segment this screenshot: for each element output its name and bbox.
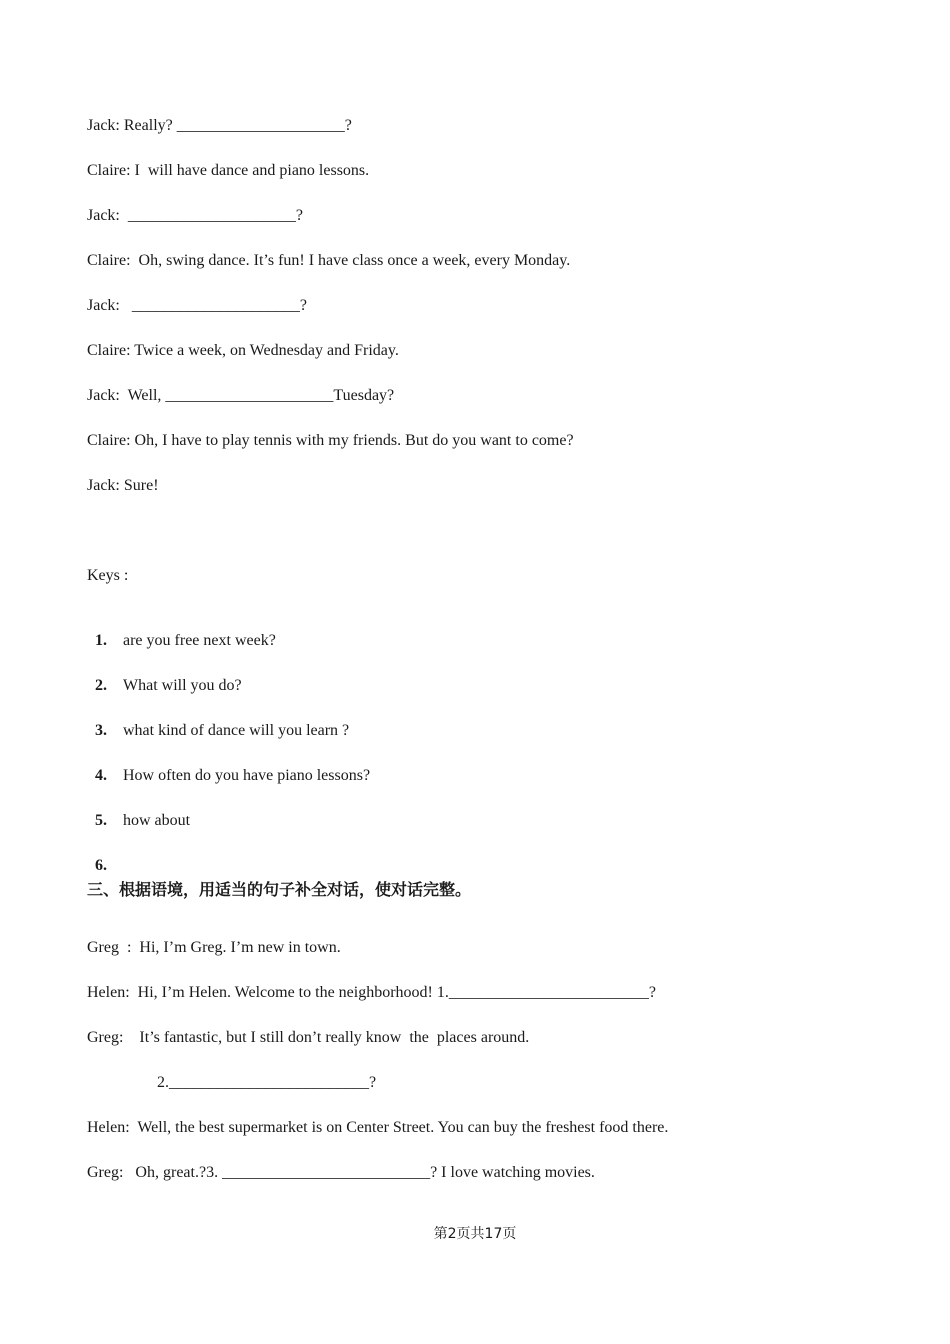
dialogue2-line-4: 2._________________________? [157,1074,377,1091]
dialogue-line-3: Jack: _____________________? [87,207,303,224]
dialogue-line-4: Claire: Oh, swing dance. It’s fun! I have class once a week, every Monday. [87,252,571,269]
key-item [87,656,242,696]
dialogue2-line-3: Greg: It’s fantastic, but I still don’t really know the places around. [87,1029,530,1046]
section-heading: 三、根据语境，用适当的句子补全对话，使对话完整。 [87,880,472,899]
dialogue2-line-1: Greg : Hi, I’m Greg. I’m new in town. [87,939,341,956]
dialogue-line-7: Jack: Well, _____________________Tuesday? [87,387,395,404]
key-text: What will you do? [123,677,242,694]
key-number: 3. [95,722,107,739]
key-item [87,611,276,651]
key-number: 4. [95,767,107,784]
key-number: 6. [95,857,107,874]
key-number: 1. [95,632,107,649]
key-item [87,791,190,831]
key-text: what kind of dance will you learn ? [123,722,350,739]
dialogue2-line-6: Greg: Oh, great.?3. __________________________? I love watching movies. [87,1164,595,1181]
key-number: 2. [95,677,107,694]
key-item [87,836,123,876]
dialogue2-line-5: Helen: Well, the best supermarket is on Center Street. You can buy the freshest food there. [87,1119,669,1136]
dialogue-line-6: Claire: Twice a week, on Wednesday and Friday. [87,342,399,359]
dialogue-line-1: Jack: Really? _____________________? [87,117,352,134]
page-footer: 第2页共17页 [433,1226,517,1242]
dialogue-line-2: Claire: I will have dance and piano lessons. [87,162,370,179]
dialogue-line-9: Jack: Sure! [87,477,159,494]
keys-label: Keys : [87,567,129,584]
dialogue-line-8: Claire: Oh, I have to play tennis with my friends. But do you want to come? [87,432,574,449]
key-text: how about [123,812,191,829]
dialogue-line-5: Jack: _____________________? [87,297,307,314]
key-item [87,746,370,786]
key-text: How often do you have piano lessons? [123,767,371,784]
key-number: 5. [95,812,107,829]
key-text: are you free next week? [123,632,276,649]
key-item [87,701,349,741]
dialogue2-line-2: Helen: Hi, I’m Helen. Welcome to the neighborhood! 1._________________________? [87,984,656,1001]
